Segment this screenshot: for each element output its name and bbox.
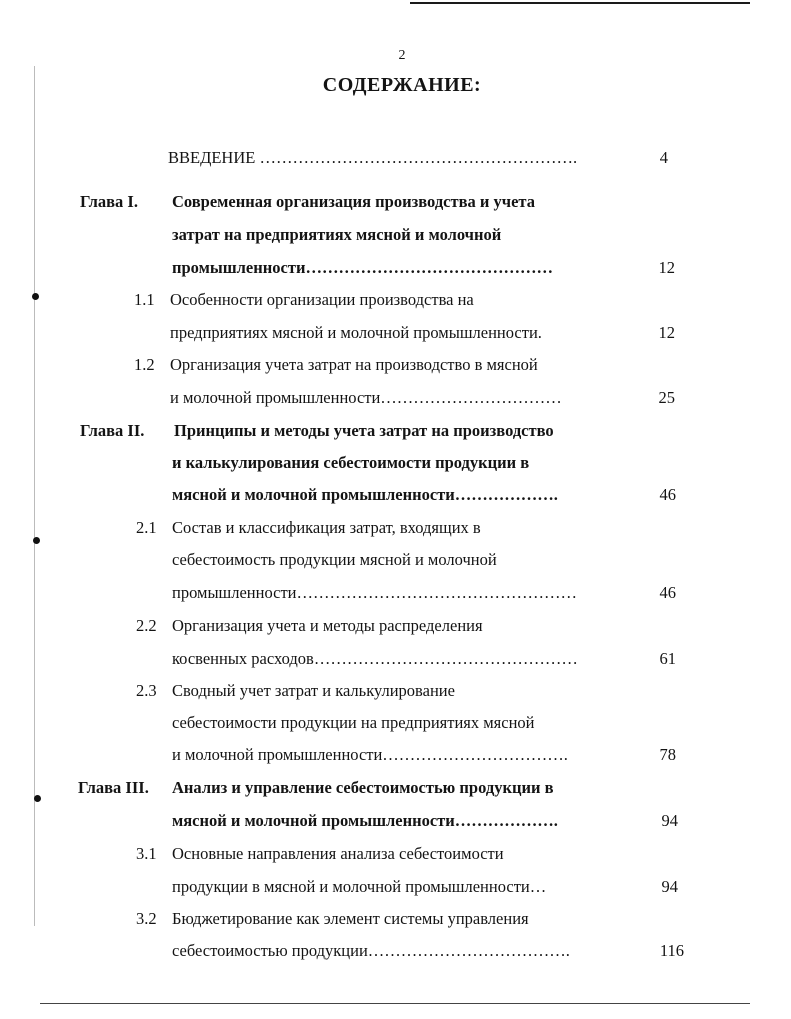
section-1-2-page: 25	[658, 388, 675, 407]
section-1-2-line: Организация учета затрат на производство в мясной	[170, 355, 538, 374]
section-1-1-line: предприятиях мясной и молочной промышленности.	[170, 323, 542, 342]
section-1-2-line: и молочной промышленности……………………………	[170, 388, 562, 407]
section-3-1-page: 94	[661, 877, 678, 896]
section-2-3-line: Сводный учет затрат и калькулирование	[172, 681, 455, 700]
section-1-2-label: 1.2	[134, 355, 155, 374]
toc-intro-page: 4	[659, 148, 668, 167]
section-1-1-line: Особенности организации производства на	[170, 290, 474, 309]
chapter3-line: мясной и молочной промышленности……………….	[172, 811, 558, 830]
chapter3-page: 94	[661, 811, 678, 830]
section-2-2-line: косвенных расходов…………………………………………	[172, 649, 578, 668]
page-number: 2	[398, 48, 406, 63]
section-2-1-page: 46	[659, 583, 676, 602]
chapter1-label: Глава I.	[80, 192, 138, 211]
section-2-3-line: и молочной промышленности…………………………….	[172, 745, 568, 764]
section-3-2-line: себестоимостью продукции……………………………….	[172, 941, 570, 960]
section-2-2-page: 61	[659, 649, 676, 668]
chapter1-line: промышленности………………………………………	[172, 258, 553, 277]
section-2-1-label: 2.1	[136, 518, 157, 537]
section-1-1-page: 12	[658, 323, 675, 342]
chapter2-label: Глава II.	[80, 421, 145, 440]
section-3-1-label: 3.1	[136, 844, 157, 863]
section-1-1-label: 1.1	[134, 290, 155, 309]
toc-intro: ВВЕДЕНИЕ ………………………………………………….	[168, 148, 578, 167]
binding-mark	[34, 795, 41, 802]
binding-mark	[33, 537, 40, 544]
chapter1-line: затрат на предприятиях мясной и молочной	[172, 225, 502, 244]
section-3-2-line: Бюджетирование как элемент системы управления	[172, 909, 529, 928]
section-2-3-label: 2.3	[136, 681, 157, 700]
section-2-1-line: промышленности……………………………………………	[172, 583, 577, 602]
top-rule	[410, 2, 750, 4]
chapter2-page: 46	[659, 485, 676, 504]
section-2-3-line: себестоимости продукции на предприятиях мясной	[172, 713, 535, 732]
section-2-3-page: 78	[659, 745, 676, 764]
section-3-2-page: 116	[659, 941, 684, 960]
chapter3-label: Глава III.	[78, 778, 149, 797]
chapter2-line: и калькулирования себестоимости продукции в	[172, 453, 530, 472]
page-title: СОДЕРЖАНИЕ:	[322, 74, 482, 96]
section-3-2-label: 3.2	[136, 909, 157, 928]
chapter2-line: Принципы и методы учета затрат на производство	[174, 421, 554, 440]
chapter2-line: мясной и молочной промышленности……………….	[172, 485, 558, 504]
section-2-2-line: Организация учета и методы распределения	[172, 616, 483, 635]
chapter3-line: Анализ и управление себестоимостью продукции в	[172, 778, 554, 797]
bottom-rule	[40, 1003, 750, 1004]
section-2-1-line: себестоимость продукции мясной и молочной	[172, 550, 497, 569]
binding-mark	[32, 293, 39, 300]
chapter1-page: 12	[658, 258, 675, 277]
chapter1-line: Современная организация производства и учета	[172, 192, 535, 211]
section-2-1-line: Состав и классификация затрат, входящих в	[172, 518, 481, 537]
section-2-2-label: 2.2	[136, 616, 157, 635]
section-3-1-line: продукции в мясной и молочной промышленности…	[172, 877, 547, 896]
section-3-1-line: Основные направления анализа себестоимости	[172, 844, 504, 863]
